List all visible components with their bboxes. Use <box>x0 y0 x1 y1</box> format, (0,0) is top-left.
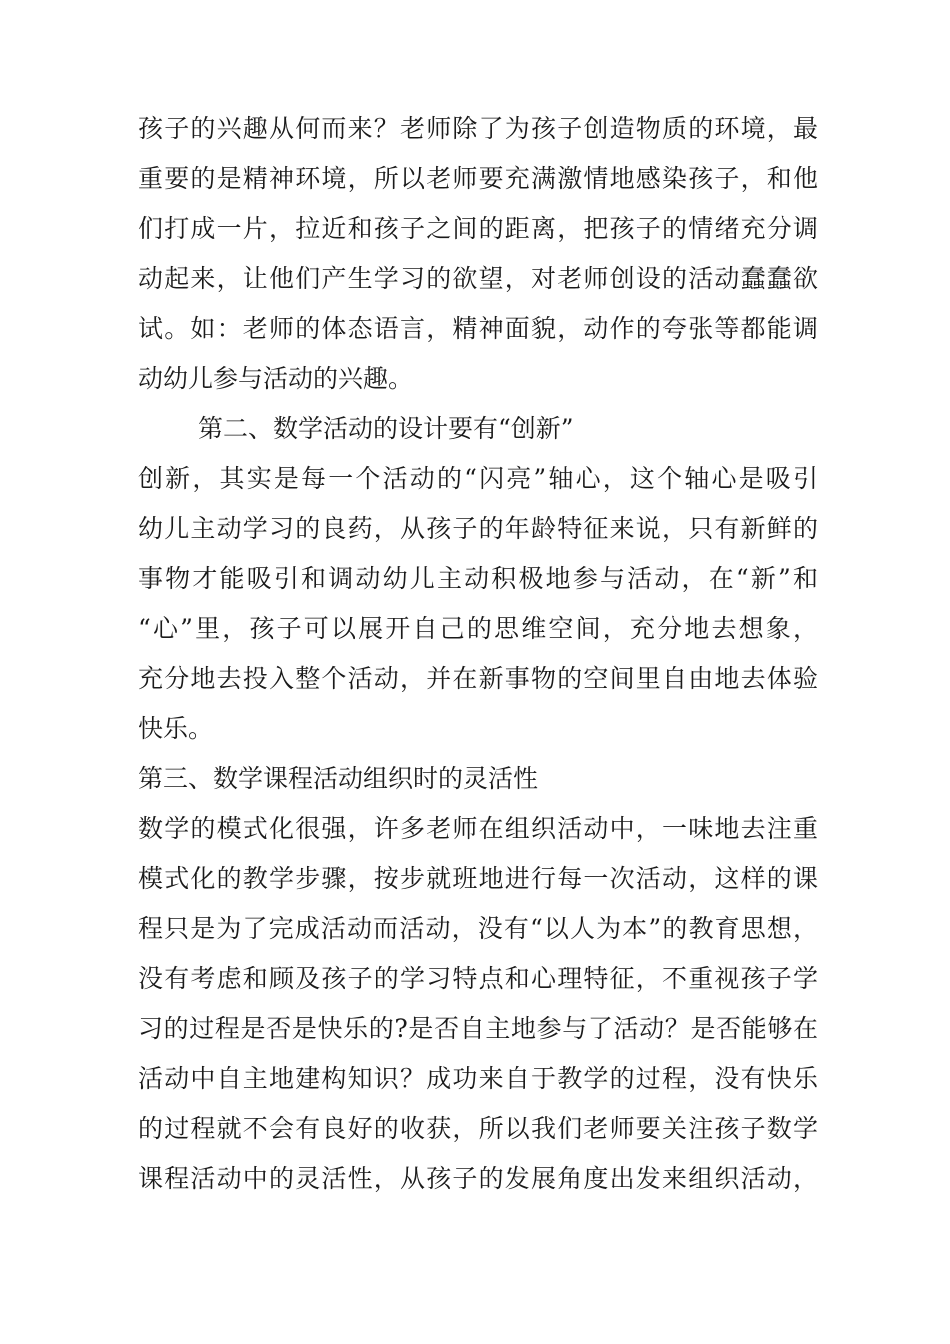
section-heading-2: 第二、数学活动的设计要有“创新” <box>198 414 574 443</box>
text-line-20: 活动中自主地建构知识？成功来自于教学的过程，没有快乐 <box>138 1064 818 1093</box>
text-line-19: 习的过程是否是快乐的?是否自主地参与了活动？是否能够在 <box>138 1014 818 1043</box>
text-line-21: 的过程就不会有良好的收获，所以我们老师要关注孩子数学 <box>138 1114 818 1143</box>
text-line-13: 快乐。 <box>138 714 214 743</box>
text-line-11: “心”里，孩子可以展开自己的思维空间，充分地去想象， <box>138 614 818 643</box>
text-line-10: 事物才能吸引和调动幼儿主动积极地参与活动，在“新”和 <box>138 564 818 593</box>
text-line-15: 数学的模式化很强，许多老师在组织活动中，一味地去注重 <box>138 814 818 843</box>
document-body <box>138 104 818 1204</box>
text-line-12: 充分地去投入整个活动，并在新事物的空间里自由地去体验 <box>138 664 818 693</box>
text-line-9: 幼儿主动学习的良药，从孩子的年龄特征来说，只有新鲜的 <box>138 514 818 543</box>
text-line-6: 动幼儿参与活动的兴趣。 <box>138 364 414 393</box>
section-heading-3: 第三、数学课程活动组织时的灵活性 <box>138 764 539 793</box>
text-line-8: 创新，其实是每一个活动的“闪亮”轴心，这个轴心是吸引 <box>138 464 818 493</box>
text-line-2: 重要的是精神环境，所以老师要充满激情地感染孩子，和他 <box>138 164 818 193</box>
text-line-22: 课程活动中的灵活性，从孩子的发展角度出发来组织活动， <box>138 1164 818 1193</box>
text-line-4: 动起来，让他们产生学习的欲望，对老师创设的活动蠢蠢欲 <box>138 264 818 293</box>
text-line-3: 们打成一片，拉近和孩子之间的距离，把孩子的情绪充分调 <box>138 214 818 243</box>
text-line-5: 试。如：老师的体态语言，精神面貌，动作的夸张等都能调 <box>138 314 818 343</box>
text-line-18: 没有考虑和顾及孩子的学习特点和心理特征，不重视孩子学 <box>138 964 818 993</box>
text-line-1: 孩子的兴趣从何而来？老师除了为孩子创造物质的环境，最 <box>138 114 818 143</box>
text-line-17: 程只是为了完成活动而活动，没有“以人为本”的教育思想， <box>138 914 818 943</box>
text-line-16: 模式化的教学步骤，按步就班地进行每一次活动，这样的课 <box>138 864 818 893</box>
